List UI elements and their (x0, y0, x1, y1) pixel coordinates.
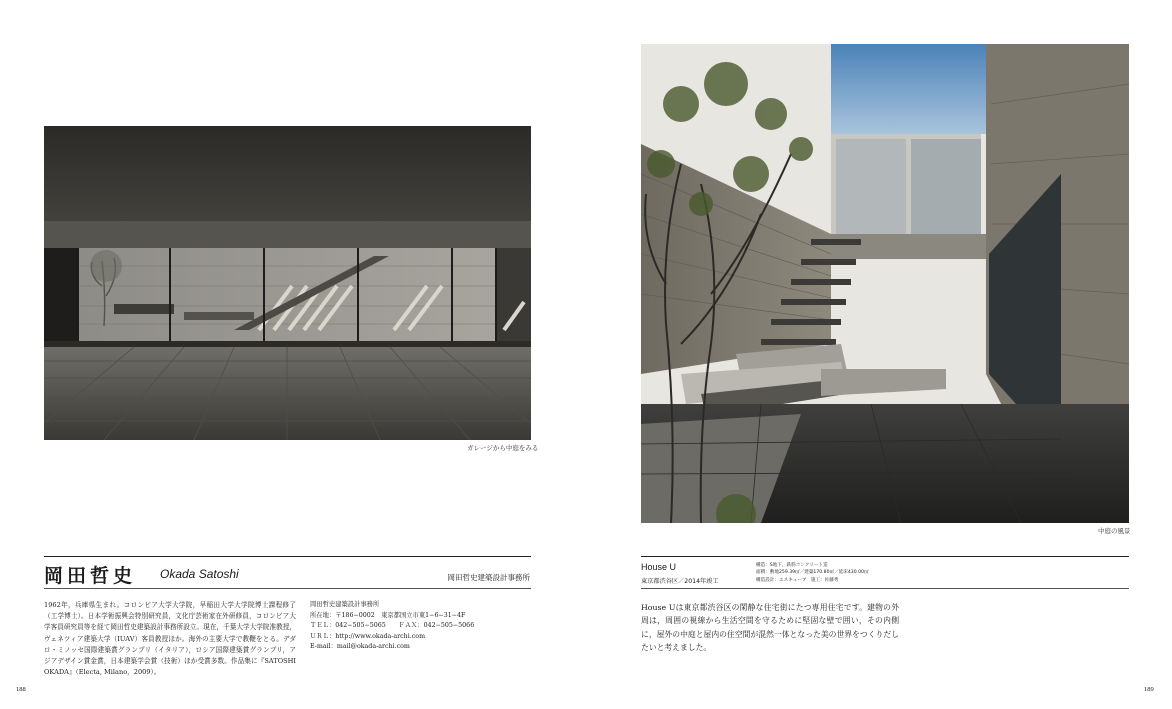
contact-address: 所在地：〒186−0002 東京都国立市東1−6−31−4F (310, 611, 466, 619)
architect-name: 岡田哲史 (44, 565, 137, 587)
project-top-rule (641, 556, 1129, 557)
courtyard-photo (641, 44, 1129, 523)
contact-office-name: 岡田哲史建築設計事務所 (310, 601, 380, 608)
contact-url: ＵＲＬ：http://www.okada-archi.com (310, 632, 426, 640)
contact-tel-fax: ＴＥＬ：042−505−5065 ＦＡＸ：042−505−5066 (310, 622, 475, 630)
project-location: 東京都渋谷区／2014年竣工 (641, 578, 719, 585)
architect-office-name: 岡田哲史建築設計事務所 (447, 573, 530, 582)
architect-name-romaji: Okada Satoshi (160, 567, 239, 581)
project-title: House U (641, 562, 677, 572)
contact-email: E-mail：mail@okada-archi.com (310, 643, 410, 651)
courtyard-photo-caption: 中庭の風景 (1098, 527, 1131, 535)
architect-biography: 1962年，兵庫県生まれ。コロンビア大学大学院，早稲田大学大学院博士課程修了（工学博士）。日本学術振興会特別研究員，文化庁芸術家在外研修員，コロンビア大学客員研究員等を経て岡田哲史建築設計事務所設立。現在，千葉大学大学院准教授，ヴェネツィア建築大学（IUAV）客員教授ほか。海外の主要大学で教鞭をとる。デダロ・ミノッセ国際建築賞グランプリ（イタリア），ロシア国際建築賞グランプリ，アジアデザイン賞金賞，日本建築学会賞（技術）ほか受賞多数。作品集に『SATOSHI OKADA』（Electa, Milano，2009）。 (44, 601, 296, 677)
spec-line: 構造：S地下，鉄筋コンクリート造 (756, 563, 828, 568)
project-description: House Uは東京都渋谷区の閑静な住宅街にたつ専用住宅です。建物の外周は，周囲の視線から生活空間を守るために堅固な壁で囲い，その内側に，屋外の中庭と屋内の住空間が混然一体となった美の世界をつくりだしたいと考えました。 (641, 603, 899, 653)
project-bottom-rule (641, 588, 1129, 589)
page-number-right: 189 (1144, 686, 1154, 693)
architect-bottom-rule (44, 588, 531, 589)
spec-line: 面積：敷地259.39㎡／建築170.80㎡／延床430.00㎡ (756, 570, 869, 576)
architect-top-rule (44, 556, 531, 557)
page-number-left: 188 (16, 686, 26, 693)
project-specs (756, 562, 936, 584)
garage-photo-caption: ガレージから中庭をみる (467, 444, 539, 452)
garage-courtyard-photo (44, 126, 531, 440)
spec-line: 構造設計：エスキューブ 施工：佐藤秀 (756, 577, 839, 583)
office-contact (310, 600, 530, 653)
